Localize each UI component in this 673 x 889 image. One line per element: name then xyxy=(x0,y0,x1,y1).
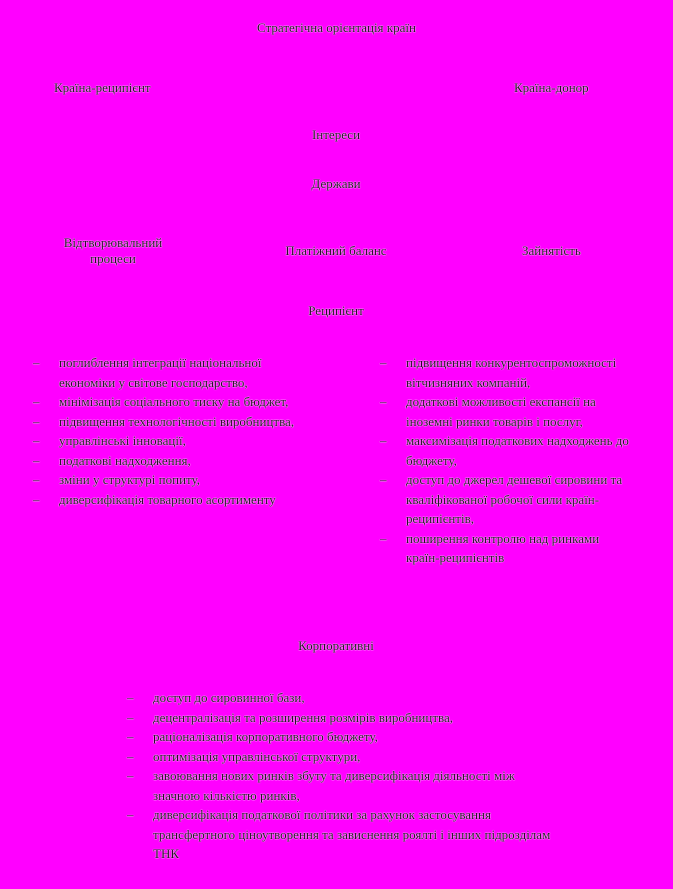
list-item: – зміни у структурі попиту, xyxy=(33,470,303,490)
list-item: – мінімізація соціального тиску на бюджет, xyxy=(33,392,303,412)
list-item: – раціоналізація корпоративного бюджету, xyxy=(127,727,557,747)
donor-benefits-list xyxy=(380,353,630,568)
list-item: – децентралізація та розширення розмірів виробництва, xyxy=(127,708,557,728)
list-item: – доступ до сировинної бази, xyxy=(127,688,557,708)
recipient-heading: Реципієнт xyxy=(308,303,364,318)
list-item: – диверсифікація податкової політики за рахунок застосування трансфертного ціноутворення та зависнення роялті і інших підрозділам ТНК xyxy=(127,805,557,864)
recipient-benefits-list xyxy=(33,353,303,509)
list-item: – максимізація податкових надходжень до бюджету, xyxy=(380,431,630,470)
list-item: – доступ до джерел дешевої сировини та кваліфікованої робочої сили країн-реципієнтів, xyxy=(380,470,630,529)
list-item: – підвищення конкурентоспроможності вітчизняних компаній, xyxy=(380,353,630,392)
payment-balance-label: Платіжний баланс xyxy=(285,243,387,258)
list-item: – підвищення технологічності виробництва, xyxy=(33,412,303,432)
list-item: – поширення контролю над ринками країн-реципієнтів xyxy=(380,529,630,568)
employment-label: Зайнятість xyxy=(522,243,581,258)
list-item: – завоювання нових ринків збуту та диверсифікація діяльності між значною кількістю ринків, xyxy=(127,766,557,805)
reproduction-processes-label: Відтворювальний процеси xyxy=(63,235,163,266)
interests-label: Інтереси xyxy=(311,127,361,142)
diagram-title: Стратегічна орієнтація країн xyxy=(257,20,416,35)
list-item: – поглиблення інтеграції національної економіки у світове господарство, xyxy=(33,353,303,392)
list-item: – управлінські інновації, xyxy=(33,431,303,451)
list-item: – диверсифікація товарного асортименту xyxy=(33,490,303,510)
list-item: – оптимізація управлінської структури, xyxy=(127,747,557,767)
corporate-benefits-list xyxy=(127,688,557,864)
corporate-heading: Корпоративні xyxy=(298,638,374,653)
list-item: – податкові надходження, xyxy=(33,451,303,471)
list-item: – додаткові можливості експансії на іноземні ринки товарів і послуг, xyxy=(380,392,630,431)
donor-country-label: Країна-донор xyxy=(514,80,589,95)
recipient-country-label: Країна-реципієнт xyxy=(54,80,151,95)
states-label: Держави xyxy=(311,176,361,191)
